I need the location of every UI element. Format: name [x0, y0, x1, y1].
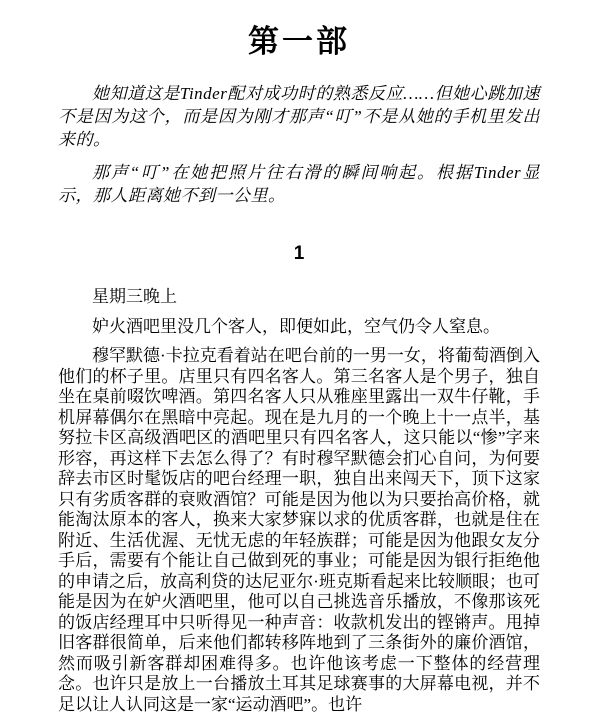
chapter-number: 1	[293, 243, 305, 264]
intro-paragraph: 那声“叮”在她把照片往右滑的瞬间响起。根据Tinder显示，那人距离她不到一公里。	[58, 163, 540, 205]
intro-section	[58, 82, 540, 207]
chapter-body	[58, 287, 540, 715]
intro-paragraph: 她知道这是Tinder配对成功时的熟悉反应……但她心跳加速不是因为这个，而是因为刚才那声“叮”不是从她的手机里发出来的。	[58, 84, 540, 149]
body-paragraph: 星期三晚上	[92, 287, 177, 306]
body-paragraph: 穆罕默德·卡拉克看着站在吧台前的一男一女，将葡萄酒倒入他们的杯子里。店里只有四名客人。第三名客人是个男子，独自坐在桌前啜饮啤酒。第四名客人只从雅座里露出一双牛仔靴，手机屏幕偶尔在黑暗中亮起。现在是九月的一个晚上十一点半，基努拉卡区高级酒吧区的酒吧里只有四名客人，这只能以“惨”字来形容，再这样下去怎么得了？有时穆罕默德会扪心自问，为何要辞去市区时髦饭店的吧台经理一职，独自出来闯天下，顶下这家只有劣质客群的衰败酒馆？可能是因为他以为只要抬高价格，就能淘汰原本的客人，换来大家梦寐以求的优质客群，也就是住在附近、生活优渥、无忧无虑的年轻族群；可能是因为他跟女友分手后，需要有个能让自己做到死的事业；可能是因为银行拒绝他的申请之后，放高利贷的达尼亚尔·班克斯看起来比较顺眼；也可能是因为在妒火酒吧里，他可以自己挑选音乐播放，不像那该死的饭店经理耳中只听得见一种声音：收款机发出的铿锵声。甩掉旧客群很简单，后来他们都转移阵地到了三条街外的廉价酒馆，然而吸引新客群却困难得多。也许他该考虑一下整体的经营理念。也许只是放上一台播放土耳其足球赛事的大屏幕电视，并不足以让人认同这是一家“运动酒吧”。也许	[58, 346, 540, 714]
part-title: 第一部	[248, 24, 350, 59]
body-paragraph: 妒火酒吧里没几个客人，即便如此，空气仍令人窒息。	[92, 316, 500, 336]
